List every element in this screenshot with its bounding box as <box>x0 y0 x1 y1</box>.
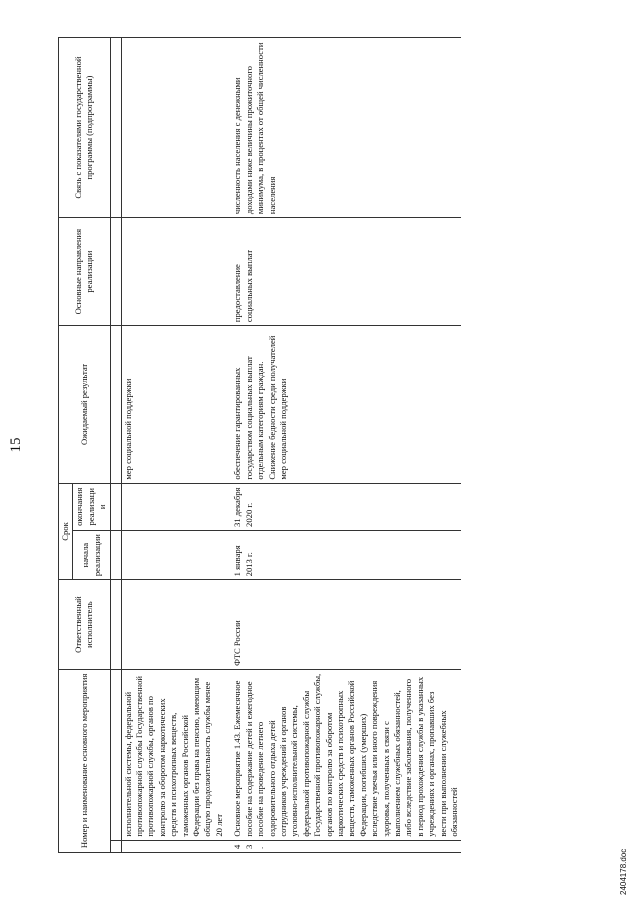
header-term: Срок <box>59 483 73 580</box>
cell-result: обеспечение гарантированных государством социальных выплат отдельным категориям граждан. Снижение бедности среди получателей мер социальной поддержки <box>226 326 461 483</box>
cell-end: 31 декабря 2020 г. <box>226 483 461 530</box>
cell-link: численность населения с денежными доходами ниже величины прожиточного минимума, в процентах от общей численности населения <box>226 38 461 218</box>
header-result: Ожидаемый результат <box>59 326 111 483</box>
cell-name: Основное мероприятие 1.43. Ежемесячное пособие на содержание детей и ежегодное пособие на проведение летнего оздоровительного отдыха детей сотрудников учреждений и органов уголовно-исполнительной системы, федеральной противопожарной службы Государственной противопожарной службы, органов по контролю за оборотом наркотических средств и психотропных веществ, таможенных органов Российской Федерации, погибших (умерших) вследствие увечья или иного повреждения здоровья, полученных в связи с выполнением служебных обязанностей, либо вследствие заболевания, полученного в период прохождения службы в указанных учреждениях и органах, пропавших без вести при выполнении служебных обязанностей <box>226 669 461 840</box>
cell-start <box>121 530 226 579</box>
header-end: окончания реализации <box>73 483 110 530</box>
cell-end <box>121 483 226 530</box>
cell-num: 43. <box>226 840 461 852</box>
cell-directions <box>121 218 226 326</box>
page-number: 15 <box>8 437 24 453</box>
header-link: Связь с показателями государственной программы (подпрограммы) <box>59 38 111 218</box>
table-row-continuation <box>121 38 226 853</box>
cell-name: исполнительной системы, федеральной противопожарной службы Государственной противопожарной службы, органов по контролю за оборотом наркотических средств и психотропных веществ, таможенных органов Российской Федерации без права на пенсию, имеющим общую продолжительность службы менее 20 лет <box>121 669 226 840</box>
header-spacer-row <box>110 38 121 853</box>
cell-link <box>121 38 226 218</box>
header-responsible: Ответственный исполнитель <box>59 580 111 670</box>
cell-num <box>121 840 226 852</box>
measures-table <box>58 37 461 853</box>
table-row-43 <box>226 38 461 853</box>
cell-responsible <box>121 580 226 670</box>
cell-result: мер социальной поддержки <box>121 326 226 483</box>
cell-responsible: ФТС России <box>226 580 461 670</box>
cell-start: 1 января 2013 г. <box>226 530 461 579</box>
measures-table-wrapper <box>58 37 461 853</box>
header-directions: Основные направления реализации <box>59 218 111 326</box>
cell-directions: предоставление социальных выплат <box>226 218 461 326</box>
header-start: начала реализации <box>73 530 110 579</box>
document-filename: 2404178.doc <box>619 848 628 895</box>
header-num-name: Номер и наименование основного мероприятия <box>59 669 111 852</box>
